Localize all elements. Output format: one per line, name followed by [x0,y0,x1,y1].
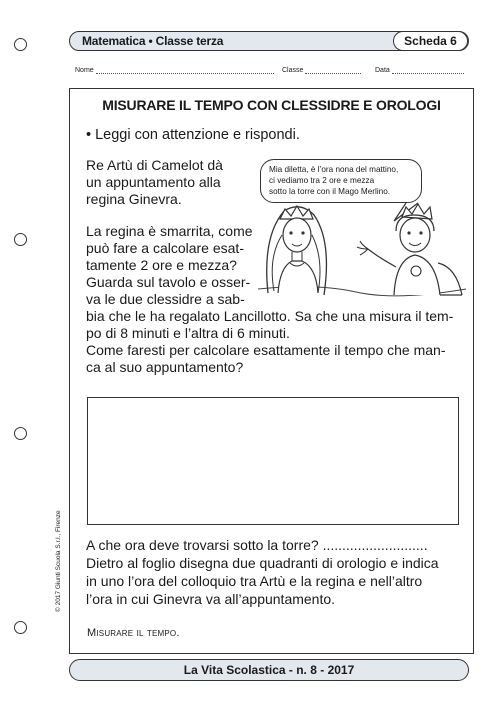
binder-hole-2 [14,233,27,246]
subject-label: Matematica • Classe terza [82,34,224,48]
story-line-4: La regina è smarrita, come [86,223,253,239]
copyright-notice: © 2017 Giunti Scuola S.r.l., Firenze [55,510,62,612]
worksheet-frame [69,88,474,654]
story-line-12: ca al suo appuntamento? [86,359,244,375]
question-line-2: Dietro al foglio disegna due quadranti di orologio e indica [86,555,439,571]
binder-hole-4 [14,621,27,634]
story-line-6: tamente 2 ore e mezza? [86,257,237,273]
worksheet-title: MISURARE IL TEMPO CON CLESSIDRE E OROLOGI [102,97,441,113]
story-line-7: Guarda sul tavolo e osser- [86,274,251,290]
class-field [282,66,361,74]
speech-bubble [260,159,422,203]
name-label: Nome [75,67,94,74]
story-line-11: Come faresti per calcolare esattamente il tempo che man- [86,342,446,358]
class-line[interactable] [305,66,361,74]
sheet-number: Scheda 6 [393,31,468,51]
question-line-3: in uno l’ora del colloquio tra Artù e la regina e nell’altro [86,573,423,589]
student-fields [75,66,467,78]
story-line-9: bia che le ha regalato Lancillotto. Sa che una misura il tem- [86,308,454,324]
speech-line-3: sotto la torre con il Mago Merlino. [269,187,391,196]
name-line[interactable] [96,66,274,74]
date-line[interactable] [392,66,464,74]
speech-line-2: ci vediamo tra 2 ore e mezza [269,176,375,185]
date-label: Data [375,67,390,74]
story-line-10: po di 8 minuti e l’altra di 6 minuti. [86,325,290,341]
story-line-5: può fare a calcolare esat- [86,240,244,256]
binder-hole-3 [14,427,27,440]
binder-hole-1 [14,38,27,51]
queen-king-illustration [256,197,470,301]
question-line-1: A che ora deve trovarsi sotto la torre? ........................... [86,537,428,553]
speech-line-1: Mia diletta, è l’ora nona del mattino, [269,165,399,174]
name-field [75,66,274,74]
story-line-1: Re Artù di Camelot dà [86,157,223,173]
answer-box[interactable] [87,397,459,525]
class-label: Classe [282,67,304,74]
learning-goal: Misurare il tempo. [87,627,180,639]
story-line-8: va le due clessidre a sab- [86,291,245,307]
instruction: • Leggi con attenzione e rispondi. [86,127,300,143]
question-line-4: l’ora in cui Ginevra va all’appuntamento. [86,591,336,607]
date-field [375,66,464,74]
story-line-2: un appuntamento alla [86,174,221,190]
header-bar [69,31,469,51]
story-line-3: regina Ginevra. [86,191,182,207]
footer-bar: La Vita Scolastica - n. 8 - 2017 [69,659,469,681]
